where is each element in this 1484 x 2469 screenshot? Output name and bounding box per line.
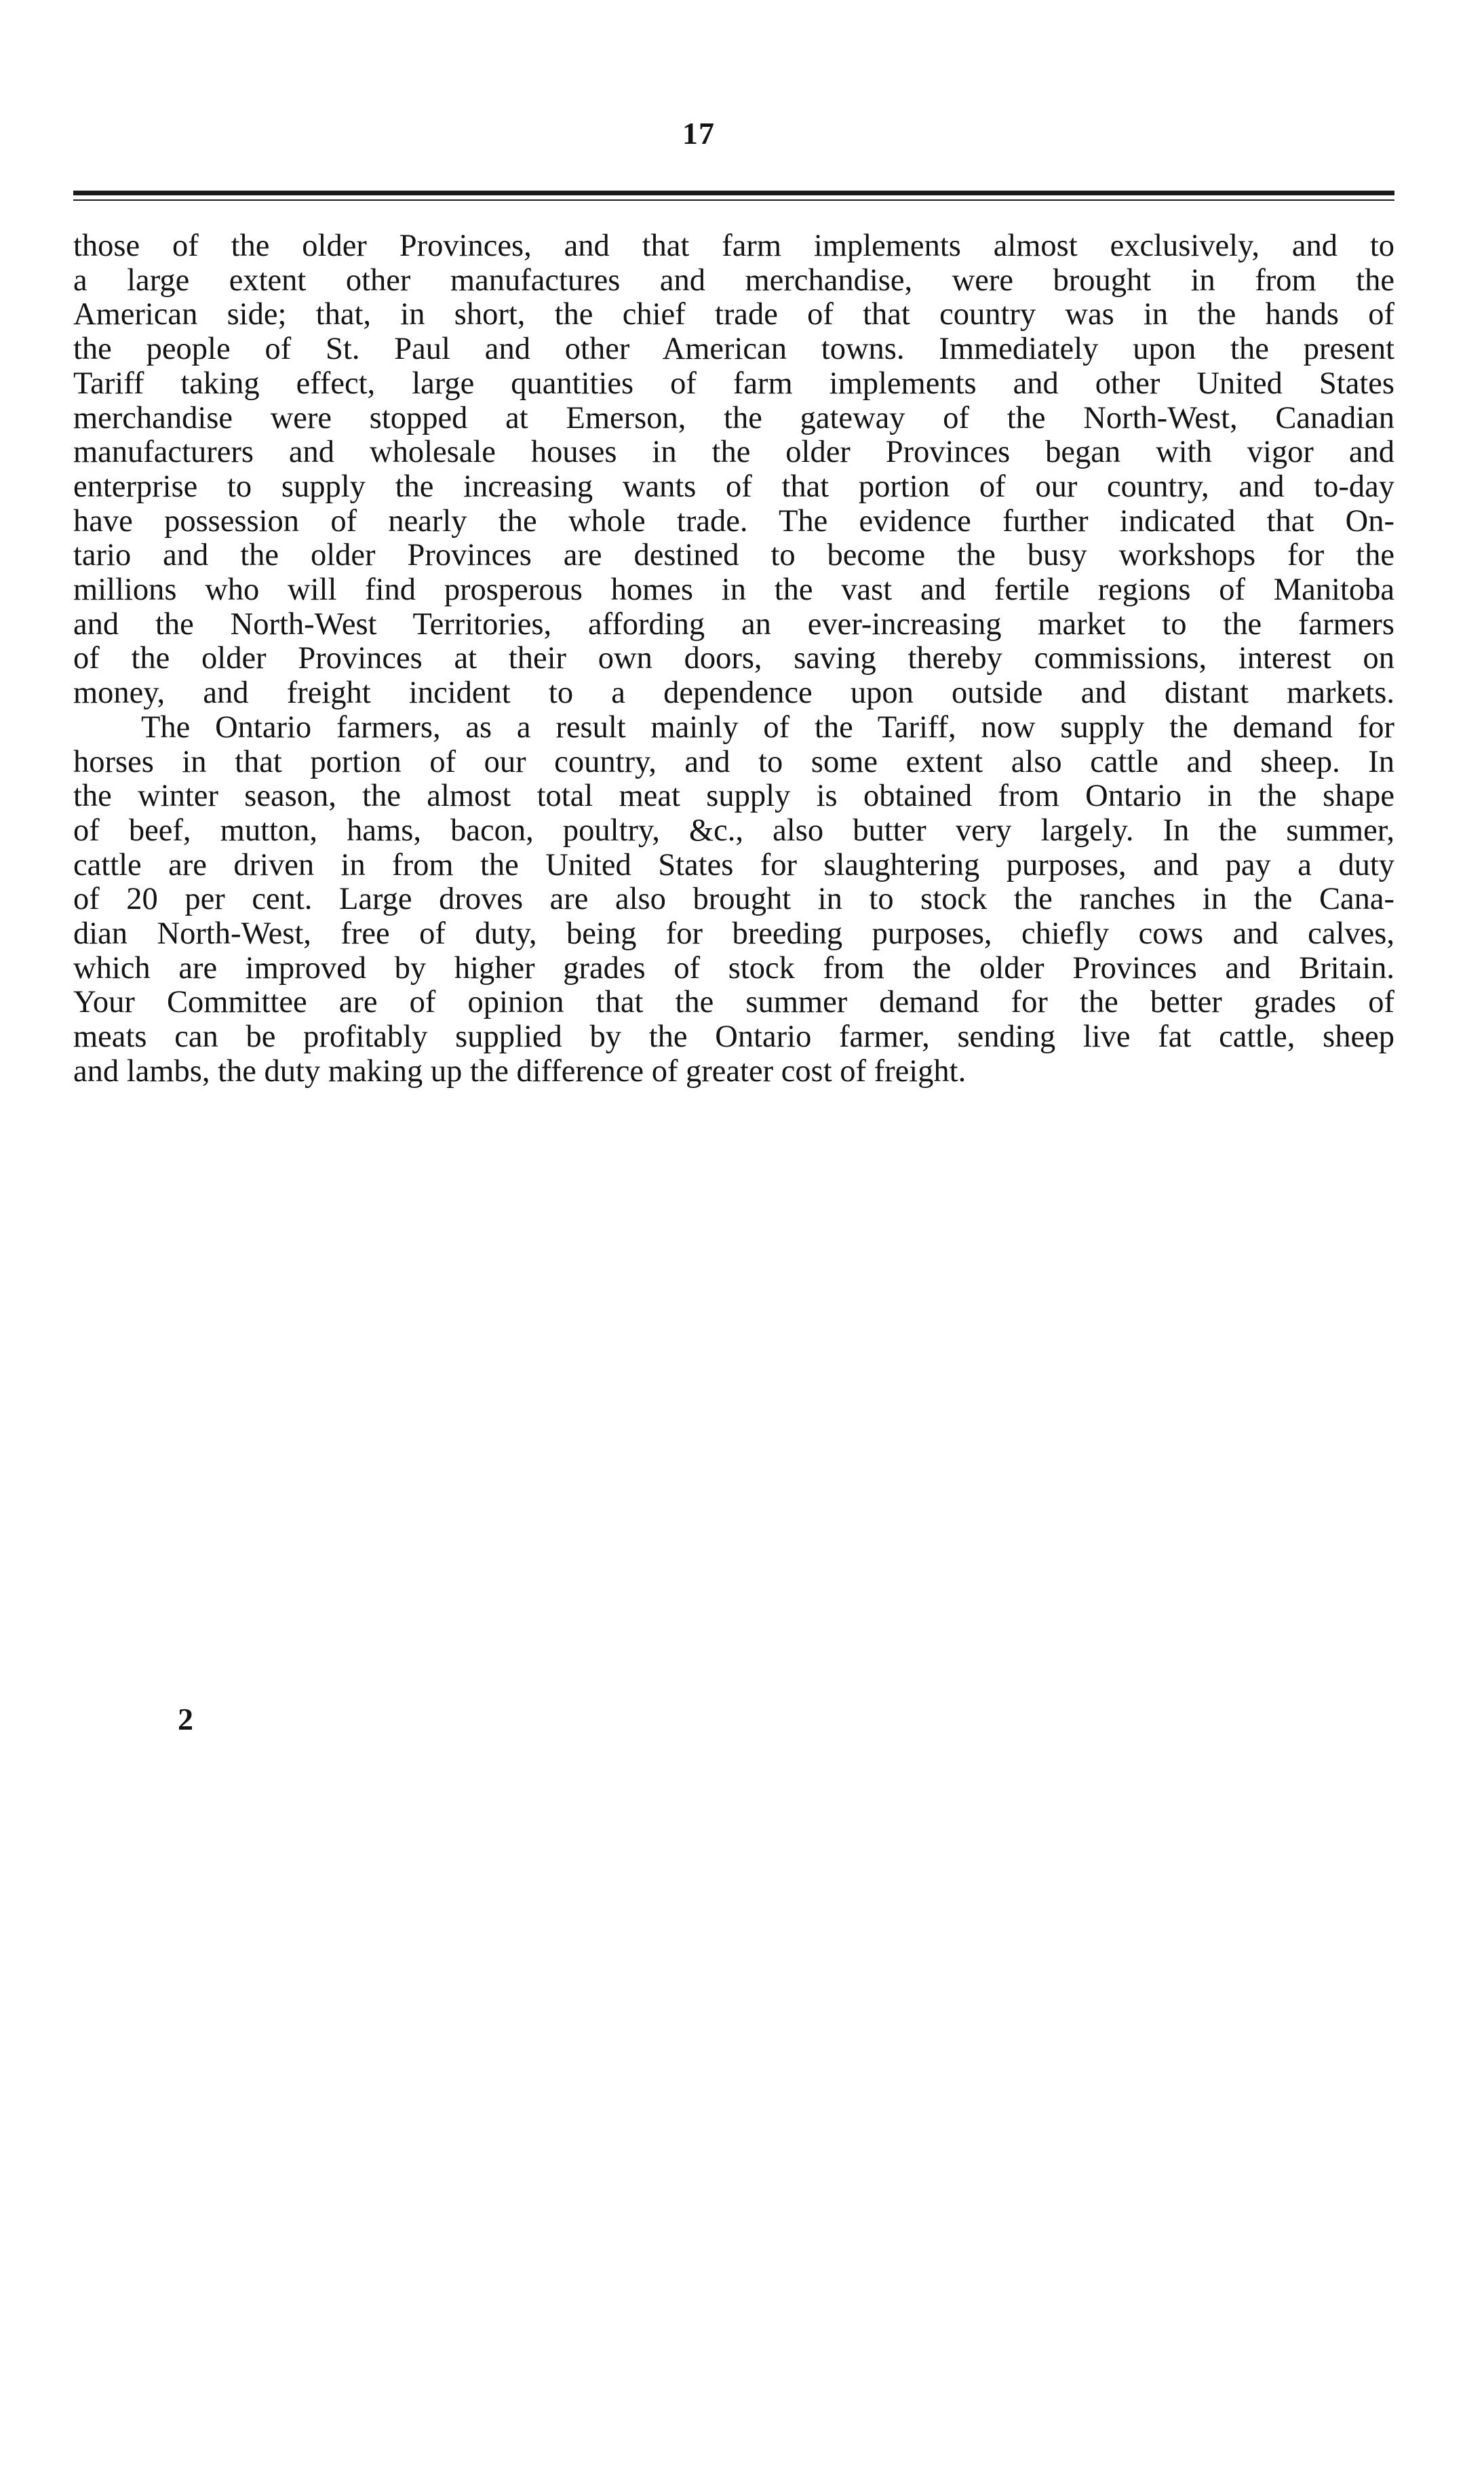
text-line: have possession of nearly the whole trade. The evidence further indicated that On-	[73, 503, 1394, 539]
text-line: those of the older Provinces, and that farm implements almost exclusively, and to	[73, 229, 1394, 263]
text-line: enterprise to supply the increasing wants of that portion of our country, and to-day	[73, 469, 1394, 504]
text-line: merchandise were stopped at Emerson, the gateway of the North-West, Canadian	[73, 400, 1394, 435]
text-line: of 20 per cent. Large droves are also brought in to stock the ranches in the Cana-	[73, 882, 1394, 917]
text-line: meats can be profitably supplied by the Ontario farmer, sending live fat cattle, sheep	[73, 1019, 1394, 1055]
header-rule-thin	[73, 199, 1394, 201]
text-line: tario and the older Provinces are destined to become the busy workshops for the	[73, 538, 1394, 573]
text-line: The Ontario farmers, as a result mainly of the Tariff, now supply the demand for	[141, 709, 1394, 745]
body-text	[73, 229, 1394, 1089]
header-rule-thick	[73, 191, 1394, 195]
text-line: of beef, mutton, hams, bacon, poultry, &c., also butter very largely. In the summer,	[73, 813, 1394, 848]
text-line: Your Committee are of opinion that the summer demand for the better grades of	[73, 985, 1394, 1020]
text-line: dian North-West, free of duty, being for breeding purposes, chiefly cows and calves,	[73, 916, 1394, 952]
text-line: Tariff taking effect, large quantities of farm implements and other United States	[73, 366, 1394, 401]
text-line: the people of St. Paul and other American towns. Immediately upon the present	[73, 332, 1394, 367]
paragraph-1	[73, 229, 1394, 711]
text-line: millions who will find prosperous homes in the vast and fertile regions of Manitoba	[73, 572, 1394, 608]
text-line: horses in that portion of our country, and to some extent also cattle and sheep. In	[73, 744, 1394, 779]
text-line: the winter season, the almost total meat supply is obtained from Ontario in the shape	[73, 779, 1394, 814]
text-line: a large extent other manufactures and merchandise, were brought in from the	[73, 263, 1394, 298]
text-line: which are improved by higher grades of stock from the older Provinces and Britain.	[73, 950, 1394, 986]
text-line: and lambs, the duty making up the difference of greater cost of freight.	[73, 1053, 966, 1089]
signature-mark: 2	[178, 1702, 193, 1736]
text-line: money, and freight incident to a dependence upon outside and distant markets.	[73, 676, 1394, 711]
text-line: manufacturers and wholesale houses in the older Provinces began with vigor and	[73, 435, 1394, 470]
text-line: of the older Provinces at their own doors, saving thereby commissions, interest on	[73, 641, 1394, 676]
text-line: American side; that, in short, the chief trade of that country was in the hands of	[73, 297, 1394, 332]
text-line: and the North-West Territories, affording an ever-increasing market to the farmers	[73, 606, 1394, 642]
text-line: cattle are driven in from the United States for slaughtering purposes, and pay a duty	[73, 847, 1394, 882]
paragraph-2	[73, 711, 1394, 1089]
page-number: 17	[682, 116, 715, 151]
